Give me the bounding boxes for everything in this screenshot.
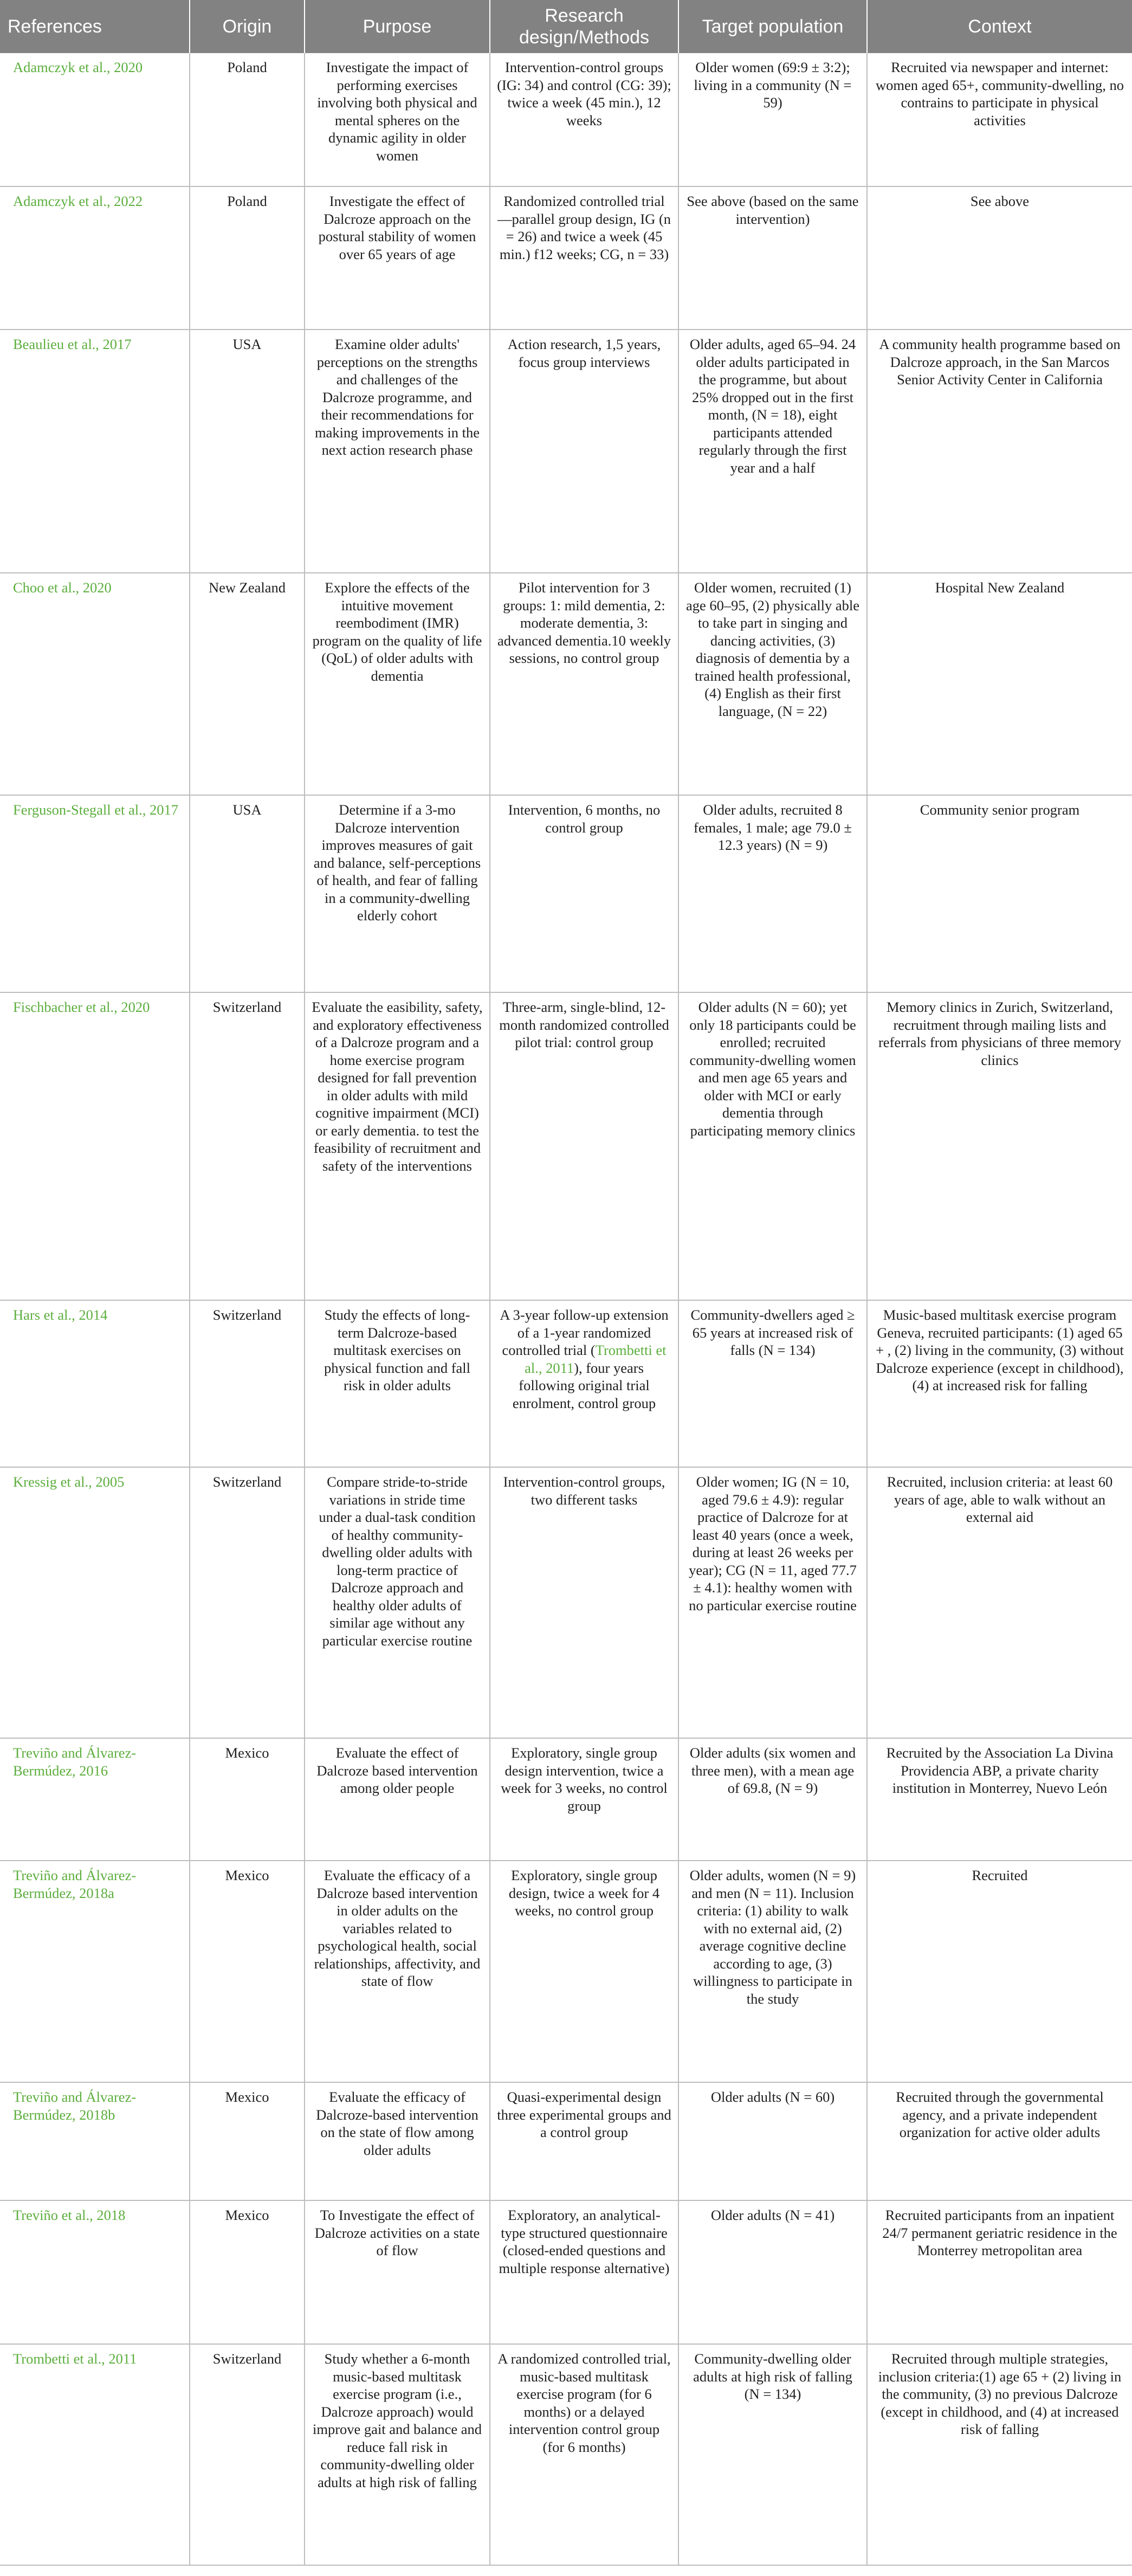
context-cell: Recruited participants from an inpatient 24/7 permanent geriatric residence in the Monterrey metropolitan area [867,2200,1132,2344]
context-cell: Recruited through the governmental agency, and a private independent organization for active older adults [867,2082,1132,2200]
reference-link[interactable]: Kressig et al., 2005 [13,1474,125,1490]
table-row [0,992,1132,1300]
table-row [0,1738,1132,1861]
reference-cell [0,1861,190,2082]
context-cell: Community senior program [867,795,1132,992]
reference-cell [0,573,190,795]
purpose-cell: Investigate the effect of Dalcroze approach on the postural stability of women over 65 years of age [305,186,490,330]
header-purpose: Purpose [305,0,490,53]
design-cell: Pilot intervention for 3 groups: 1: mild dementia, 2: moderate dementia, 3: advanced dementia.10 weekly sessions, no control group [490,573,678,795]
population-cell: Older women (69:9 ± 3:2); living in a community (N = 59) [678,53,867,186]
reference-link[interactable]: Choo et al., 2020 [13,579,112,596]
reference-cell [0,795,190,992]
origin-cell: USA [190,330,305,573]
purpose-cell: Evaluate the easibility, safety, and exploratory effectiveness of a Dalcroze program and a home exercise program designed for fall prevention in older adults with mild cognitive impairment (MCI) or early dementia. to test the feasibility of recruitment and safety of the interventions [305,992,490,1300]
design-cell: A randomized controlled trial, music-based multitask exercise program (for 6 months) or a delayed intervention control group (for 6 months) [490,2344,678,2565]
reference-link[interactable]: Treviño and Álvarez-Bermúdez, 2018a [13,1867,137,1901]
population-cell: Older adults (N = 41) [678,2200,867,2344]
reference-cell [0,2344,190,2565]
header-references: References [0,0,190,53]
reference-cell [0,1467,190,1738]
reference-link[interactable]: Treviño et al., 2018 [13,2207,126,2223]
origin-cell: Switzerland [190,1300,305,1467]
purpose-cell: Study whether a 6-month music-based multitask exercise program (i.e., Dalcroze approach) would improve gait and balance and reduce fall risk in community-dwelling older adults at high risk of falling [305,2344,490,2565]
population-cell: Older adults (N = 60); yet only 18 participants could be enrolled; recruited community-dwelling women and men age 65 years and older with MCI or early dementia through participating memory clinics [678,992,867,1300]
inline-citation-link[interactable]: Trombetti et al., 2011 [525,1342,667,1376]
origin-cell: Mexico [190,2200,305,2344]
origin-cell: Switzerland [190,1467,305,1738]
design-cell: Exploratory, single group design intervention, twice a week for 3 weeks, no control group [490,1738,678,1861]
design-cell: Exploratory, single group design, twice a week for 4 weeks, no control group [490,1861,678,2082]
design-text: A 3-year follow-up extension of a 1-year randomized controlled trial ( [500,1307,669,1358]
design-cell: Intervention, 6 months, no control group [490,795,678,992]
origin-cell: Switzerland [190,2344,305,2565]
design-text: ), four years following original trial enrolment, control group [512,1359,656,1411]
origin-cell: Mexico [190,1861,305,2082]
population-cell: Older adults (six women and three men), with a mean age of 69.8, (N = 9) [678,1738,867,1861]
reference-cell [0,2082,190,2200]
population-cell: Older women, recruited (1) age 60–95, (2) physically able to take part in singing and dancing activities, (3) diagnosis of dementia by a trained health professional, (4) English as their first language, (N = 22) [678,573,867,795]
origin-cell: Mexico [190,1738,305,1861]
table-row [0,1861,1132,2082]
context-cell: Recruited, inclusion criteria: at least 60 years of age, able to walk without an external aid [867,1467,1132,1738]
design-cell: Intervention-control groups (IG: 34) and control (CG: 39); twice a week (45 min.), 12 weeks [490,53,678,186]
table-row [0,186,1132,330]
table-row [0,2200,1132,2344]
context-cell: A community health programme based on Dalcroze approach, in the San Marcos Senior Activity Center in California [867,330,1132,573]
reference-cell [0,992,190,1300]
context-cell: Recruited by the Association La Divina Providencia ABP, a private charity institution in Monterrey, Nuevo León [867,1738,1132,1861]
header-research-design: Research design/Methods [490,0,678,53]
design-cell: Intervention-control groups, two different tasks [490,1467,678,1738]
header-row [0,0,1132,53]
context-cell: Memory clinics in Zurich, Switzerland, recruitment through mailing lists and referrals from physicians of three memory clinics [867,992,1132,1300]
population-cell: Older adults, recruited 8 females, 1 male; age 79.0 ± 12.3 years) (N = 9) [678,795,867,992]
table-header [0,0,1132,53]
reference-cell [0,53,190,186]
reference-link[interactable]: Ferguson-Stegall et al., 2017 [13,802,178,818]
table-row [0,2082,1132,2200]
reference-link[interactable]: Adamczyk et al., 2020 [13,59,143,75]
purpose-cell: Determine if a 3-mo Dalcroze intervention improves measures of gait and balance, self-perceptions of health, and fear of falling in a community-dwelling elderly cohort [305,795,490,992]
context-cell: Music-based multitask exercise program Geneva, recruited participants: (1) aged 65 + , (2) living in the community, (3) without Dalcroze experience (except in childhood), (4) at increased risk for falling [867,1300,1132,1467]
reference-link[interactable]: Treviño and Álvarez-Bermúdez, 2018b [13,2089,137,2123]
table-row [0,53,1132,186]
table-body [0,53,1132,2565]
design-cell [490,1300,678,1467]
origin-cell: Poland [190,186,305,330]
reference-cell [0,186,190,330]
context-cell: See above [867,186,1132,330]
reference-link[interactable]: Trombetti et al., 2011 [13,2351,137,2367]
reference-link[interactable]: Treviño and Álvarez-Bermúdez, 2016 [13,1745,137,1779]
table-row [0,1467,1132,1738]
context-cell: Recruited [867,1861,1132,2082]
purpose-cell: To Investigate the effect of Dalcroze activities on a state of flow [305,2200,490,2344]
header-target-population: Target population [678,0,867,53]
reference-link[interactable]: Fischbacher et al., 2020 [13,999,150,1015]
population-cell: See above (based on the same intervention) [678,186,867,330]
population-cell: Older adults (N = 60) [678,2082,867,2200]
origin-cell: Mexico [190,2082,305,2200]
population-cell: Older adults, aged 65–94. 24 older adults participated in the programme, but about 25% dropped out in the first month, (N = 18), eight participants attended regularly through the first year and a half [678,330,867,573]
population-cell: Older women; IG (N = 10, aged 79.6 ± 4.9): regular practice of Dalcroze for at least 40 years (once a week, during at least 26 weeks per year); CG (N = 11, aged 77.7 ± 4.1): healthy women with no particular exercise routine [678,1467,867,1738]
reference-cell [0,1738,190,1861]
origin-cell: USA [190,795,305,992]
design-cell: Randomized controlled trial—parallel group design, IG (n = 26) and twice a week (45 min.) f12 weeks; CG, n = 33) [490,186,678,330]
design-cell: Action research, 1,5 years, focus group interviews [490,330,678,573]
reference-cell [0,330,190,573]
header-context: Context [867,0,1132,53]
purpose-cell: Investigate the impact of performing exercises involving both physical and mental spheres on the dynamic agility in older women [305,53,490,186]
context-cell: Recruited through multiple strategies, inclusion criteria:(1) age 65 + (2) living in the community, (3) no previous Dalcroze (except in childhood, and (4) at increased risk of falling [867,2344,1132,2565]
table-row [0,795,1132,992]
design-cell: Three-arm, single-blind, 12-month randomized controlled pilot trial: control group [490,992,678,1300]
table-row [0,1300,1132,1467]
purpose-cell: Compare stride-to-stride variations in stride time under a dual-task condition of healthy community-dwelling older adults with long-term practice of Dalcroze approach and healthy older adults of similar age without any particular exercise routine [305,1467,490,1738]
purpose-cell: Explore the effects of the intuitive movement reembodiment (IMR) program on the quality of life (QoL) of older adults with dementia [305,573,490,795]
purpose-cell: Examine older adults' perceptions on the strengths and challenges of the Dalcroze programme, and their recommendations for making improvements in the next action research phase [305,330,490,573]
reference-link[interactable]: Hars et al., 2014 [13,1307,108,1323]
reference-link[interactable]: Adamczyk et al., 2022 [13,193,143,209]
table-row [0,573,1132,795]
table-row [0,330,1132,573]
purpose-cell: Evaluate the efficacy of Dalcroze-based intervention on the state of flow among older adults [305,2082,490,2200]
purpose-cell: Evaluate the effect of Dalcroze based intervention among older people [305,1738,490,1861]
origin-cell: New Zealand [190,573,305,795]
header-origin: Origin [190,0,305,53]
context-cell: Hospital New Zealand [867,573,1132,795]
reference-cell [0,1300,190,1467]
design-cell: Exploratory, an analytical-type structured questionnaire (closed-ended questions and multiple response alternative) [490,2200,678,2344]
purpose-cell: Evaluate the efficacy of a Dalcroze based intervention in older adults on the variables related to psychological health, social relationships, affectivity, and state of flow [305,1861,490,2082]
origin-cell: Switzerland [190,992,305,1300]
population-cell: Older adults, women (N = 9) and men (N = 11). Inclusion criteria: (1) ability to walk with no external aid, (2) average cognitive decline according to age, (3) willingness to participate in the study [678,1861,867,2082]
reference-link[interactable]: Beaulieu et al., 2017 [13,336,132,352]
table-row [0,2344,1132,2565]
design-cell: Quasi-experimental design three experimental groups and a control group [490,2082,678,2200]
reference-cell [0,2200,190,2344]
context-cell: Recruited via newspaper and internet: women aged 65+, community-dwelling, no contrains to participate in physical activities [867,53,1132,186]
purpose-cell: Study the effects of long-term Dalcroze-based multitask exercises on physical function and fall risk in older adults [305,1300,490,1467]
origin-cell: Poland [190,53,305,186]
population-cell: Community-dwelling older adults at high risk of falling (N = 134) [678,2344,867,2565]
population-cell: Community-dwellers aged ≥ 65 years at increased risk of falls (N = 134) [678,1300,867,1467]
